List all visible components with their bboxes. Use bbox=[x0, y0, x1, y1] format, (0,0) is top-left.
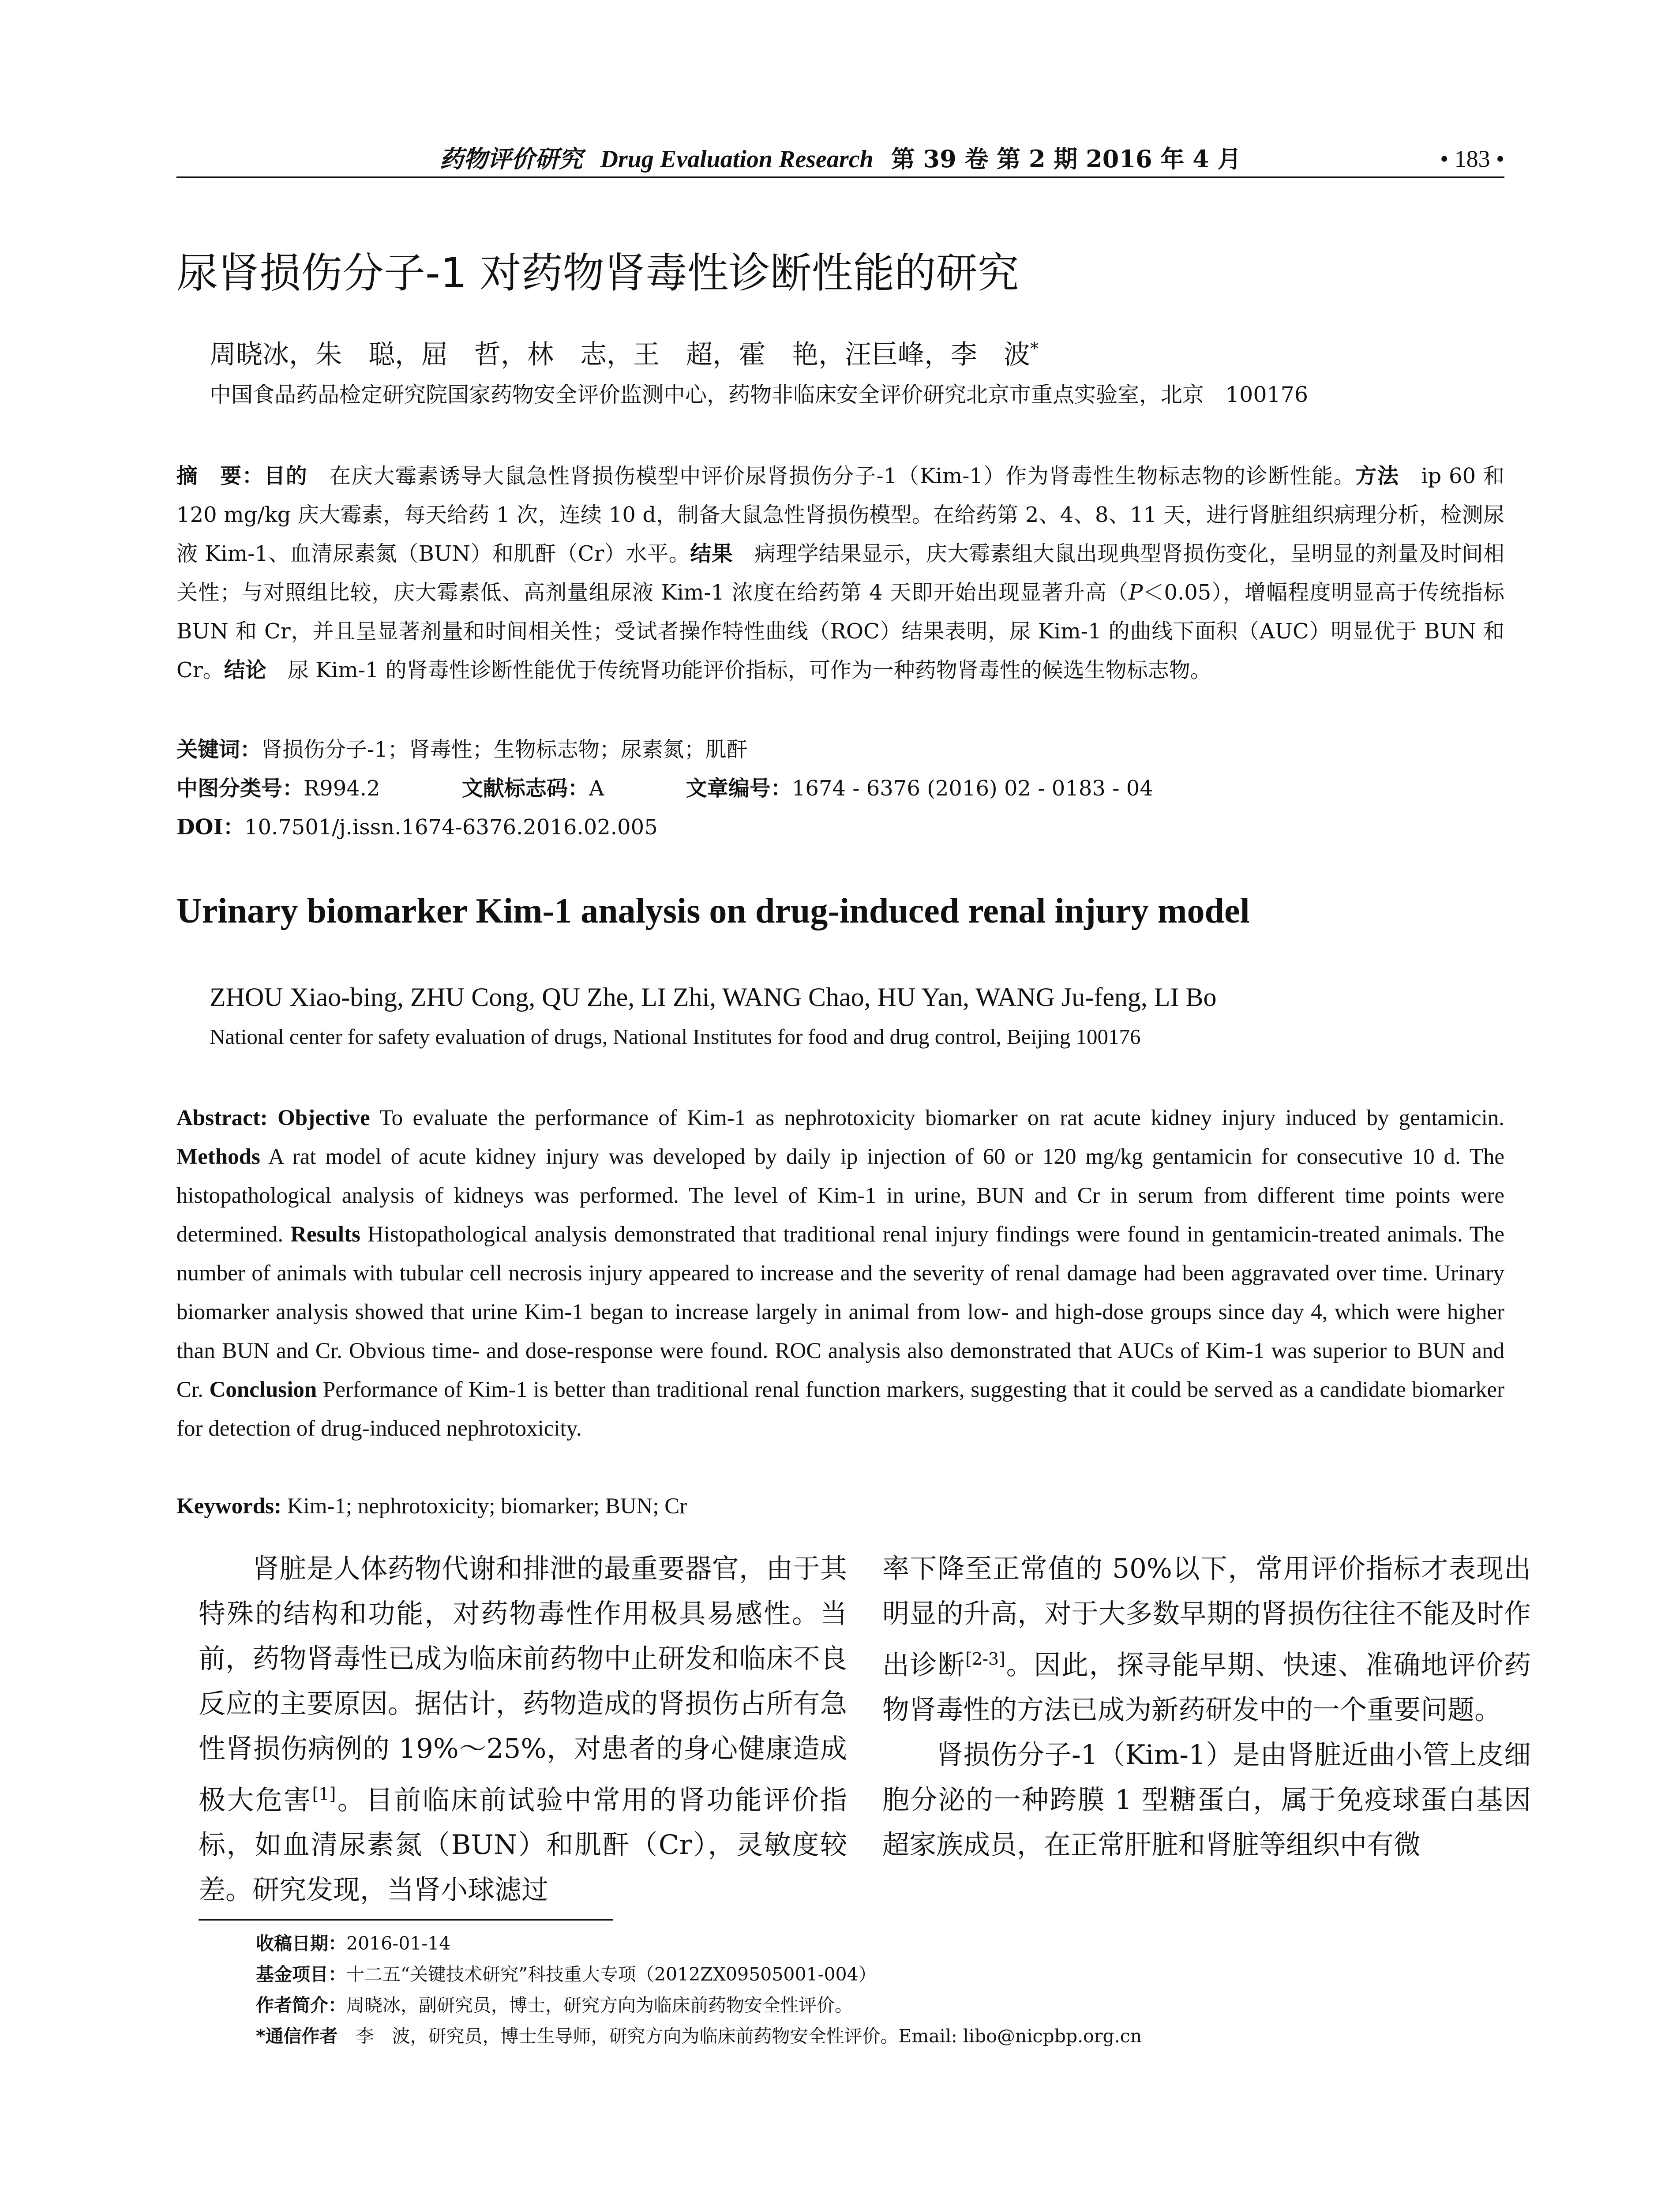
results-label-en: Results bbox=[290, 1222, 360, 1247]
keywords-cn-text: 肾损伤分子-1；肾毒性；生物标志物；尿素氮；肌酐 bbox=[261, 737, 748, 762]
methods-cn: ip 60 和 120 mg/kg 庆大霉素，每天给药 1 次，连续 10 d，制备大鼠急性肾损伤模型。在给药第 2、4、8、11 天，进行肾脏组织病理分析，检测尿液 Kim-1、血清尿素氮（BUN）和肌酐（Cr）水平。 bbox=[176, 464, 1504, 566]
body-text: 。目前临床前试验中常用的肾功能评价指标，如血清尿素氮（BUN）和肌酐（Cr），灵敏度较差。研究发现，当肾小球滤过 bbox=[199, 1784, 847, 1906]
methods-label-en: Methods bbox=[176, 1144, 260, 1169]
running-header bbox=[176, 141, 1504, 176]
article-title-en: Urinary biomarker Kim-1 analysis on drug-induced renal injury model bbox=[176, 892, 1250, 930]
bio-label: 作者简介： bbox=[256, 1995, 346, 2016]
body-text: 肾损伤分子-1（Kim-1）是由肾脏近曲小管上皮细胞分泌的一种跨膜 1 型糖蛋白，属于免疫球蛋白基因超家族成员，在正常肝脏和肾脏等组织中有微 bbox=[882, 1739, 1531, 1861]
clc-value: R994.2 bbox=[304, 776, 380, 801]
methods-en: A rat model of acute kidney injury was developed by daily ip injection of 60 or 120 mg/kg gentamicin for consecutive 10 d. The histopathological analysis of kidneys was performed. The level of Kim-1 in urine, BUN and Cr in serum from different time points were determined. bbox=[176, 1144, 1504, 1247]
keywords-en bbox=[176, 1487, 1504, 1526]
authors-cn-names: 周晓冰，朱 聪，屈 哲，林 志，王 超，霍 艳，汪巨峰，李 波 bbox=[210, 339, 1030, 370]
authors-en: ZHOU Xiao-bing, ZHU Cong, QU Zhe, LI Zhi, WANG Chao, HU Yan, WANG Ju-feng, LI Bo bbox=[210, 983, 1217, 1012]
page-number: • 183 • bbox=[1440, 146, 1504, 172]
objective-cn: 在庆大霉素诱导大鼠急性肾损伤模型中评价尿肾损伤分子-1（Kim-1）作为肾毒性生物标志物的诊断性能。 bbox=[308, 464, 1356, 488]
results-cn-part1: 病理学结果显示，庆大霉素组大鼠出现典型肾损伤变化，呈明显的剂量及时间相关性；与对照组比较，庆大霉素低、高剂量组尿液 Kim-1 浓度在给药第 4 天即开始出现显著升高（ bbox=[176, 541, 1504, 605]
corresponding-label: *通信作者 bbox=[256, 2026, 338, 2047]
keywords-en-label: Keywords: bbox=[176, 1494, 281, 1519]
journal-name-en: Drug Evaluation Research bbox=[600, 146, 874, 173]
citation-ref: [2-3] bbox=[965, 1649, 1005, 1669]
body-paragraph bbox=[199, 1546, 847, 1913]
keywords-cn bbox=[176, 730, 1504, 769]
issue-info: 第 39 卷 第 2 期 2016 年 4 月 bbox=[891, 145, 1241, 173]
header-rule bbox=[176, 176, 1504, 178]
results-en: Histopathological analysis demonstrated that traditional renal injury findings were found in gentamicin-treated animals. The number of animals with tubular cell necrosis injury appeared to increase and the severity of renal damage had been aggravated over time. Urinary biomarker analysis showed that urine Kim-1 began to increase largely in animal from low- and high-dose groups since day 4, which were higher than BUN and Cr. Obvious time- and dose-response were found. ROC analysis also demonstrated that AUCs of Kim-1 was superior to BUN and Cr. bbox=[176, 1222, 1504, 1402]
corresponding-text: 李 波，研究员，博士生导师，研究方向为临床前药物安全性评价。Email: libo@nicpbp.org.cn bbox=[338, 2026, 1142, 2047]
affiliation-en: National center for safety evaluation of drugs, National Institutes for food and drug control, Beijing 100176 bbox=[210, 1024, 1141, 1049]
doi-value: 10.7501/j.issn.1674-6376.2016.02.005 bbox=[244, 815, 658, 840]
keywords-cn-label: 关键词： bbox=[176, 737, 262, 762]
doccode-label: 文献标志码： bbox=[461, 776, 589, 801]
objective-label-en: Objective bbox=[278, 1106, 370, 1130]
abstract-en-label: Abstract: bbox=[176, 1106, 268, 1130]
journal-logo: 药物评价研究 bbox=[439, 145, 583, 173]
classification-line bbox=[176, 769, 1504, 808]
body-paragraph bbox=[882, 1546, 1531, 1733]
body-text: 。因此，探寻能早期、快速、准确地评价药物肾毒性的方法已成为新药研发中的一个重要问题。 bbox=[882, 1649, 1531, 1726]
keywords-en-text: Kim-1; nephrotoxicity; biomarker; BUN; Cr bbox=[281, 1494, 687, 1519]
articleno-value: 1674 - 6376 (2016) 02 - 0183 - 04 bbox=[791, 776, 1153, 801]
abstract-en bbox=[176, 1099, 1504, 1448]
header-center bbox=[176, 141, 1504, 177]
affiliation-cn: 中国食品药品检定研究院国家药物安全评价监测中心，药物非临床安全评价研究北京市重点实验室，北京 100176 bbox=[210, 382, 1309, 407]
fund-label: 基金项目： bbox=[256, 1964, 346, 1985]
results-cn-part2: ＜0.05），增幅程度明显高于传统指标 BUN 和 Cr，并且呈显著剂量和时间相关性；受试者操作特性曲线（ROC）结果表明，尿 Kim-1 的曲线下面积（AUC）明显优于 BUN 和 Cr。 bbox=[176, 580, 1504, 683]
results-cn-p: P bbox=[1129, 580, 1143, 605]
received-label: 收稿日期： bbox=[256, 1933, 346, 1954]
corresponding-mark: * bbox=[1030, 339, 1039, 358]
clc-label: 中图分类号： bbox=[176, 776, 304, 801]
body-text: 肾脏是人体药物代谢和排泄的最重要器官，由于其特殊的结构和功能，对药物毒性作用极具易感性。当前，药物肾毒性已成为临床前药物中止研发和临床不良反应的主要原因。据估计，药物造成的肾损伤占所有急性肾损伤病例的 19%～25%，对患者的身心健康造成极大危害 bbox=[199, 1553, 847, 1816]
citation-ref: [1] bbox=[312, 1784, 336, 1804]
body-column-right bbox=[882, 1546, 1531, 1868]
received-date: 2016-01-14 bbox=[346, 1933, 451, 1954]
body-text: 率下降至正常值的 50%以下，常用评价指标才表现出明显的升高，对于大多数早期的肾损伤往往不能及时作出诊断 bbox=[882, 1553, 1531, 1681]
footnote-bio bbox=[256, 1990, 1513, 2021]
body-column-left bbox=[199, 1546, 847, 1913]
doccode-value: A bbox=[589, 776, 604, 801]
footnote-rule bbox=[199, 1919, 613, 1921]
methods-label-cn: 方法 bbox=[1355, 464, 1399, 488]
articleno-label: 文章编号： bbox=[686, 776, 792, 801]
abstract-cn bbox=[176, 457, 1504, 690]
fund-text: 十二五“关键技术研究”科技重大专项（2012ZX09505001-004） bbox=[346, 1964, 877, 1985]
authors-cn bbox=[210, 329, 1489, 375]
doi-label: DOI： bbox=[176, 815, 244, 840]
conclusion-cn: 尿 Kim-1 的肾毒性诊断性能优于传统肾功能评价指标，可作为一种药物肾毒性的候选生物标志物。 bbox=[266, 658, 1211, 683]
bio-text: 周晓冰，副研究员，博士，研究方向为临床前药物安全性评价。 bbox=[346, 1995, 853, 2016]
footnote-corresponding bbox=[256, 2021, 1513, 2052]
article-title-cn: 尿肾损伤分子-1 对药物肾毒性诊断性能的研究 bbox=[176, 249, 1019, 297]
doi-line bbox=[176, 808, 1504, 847]
abstract-cn-label: 摘 要： bbox=[176, 464, 264, 488]
body-paragraph bbox=[882, 1733, 1531, 1868]
objective-en: To evaluate the performance of Kim-1 as nephrotoxicity biomarker on rat acute kidney injury induced by gentamicin. bbox=[370, 1106, 1505, 1130]
footnotes bbox=[256, 1928, 1513, 2052]
footnote-received bbox=[256, 1928, 1513, 1959]
conclusion-label-cn: 结论 bbox=[224, 658, 266, 683]
objective-label-cn: 目的 bbox=[264, 464, 308, 488]
footnote-fund bbox=[256, 1959, 1513, 1990]
conclusion-en: Performance of Kim-1 is better than traditional renal function markers, suggesting that it could be served as a candidate biomarker for detection of drug-induced nephrotoxicity. bbox=[176, 1377, 1504, 1441]
conclusion-label-en: Conclusion bbox=[209, 1377, 317, 1402]
results-label-cn: 结果 bbox=[690, 541, 733, 566]
